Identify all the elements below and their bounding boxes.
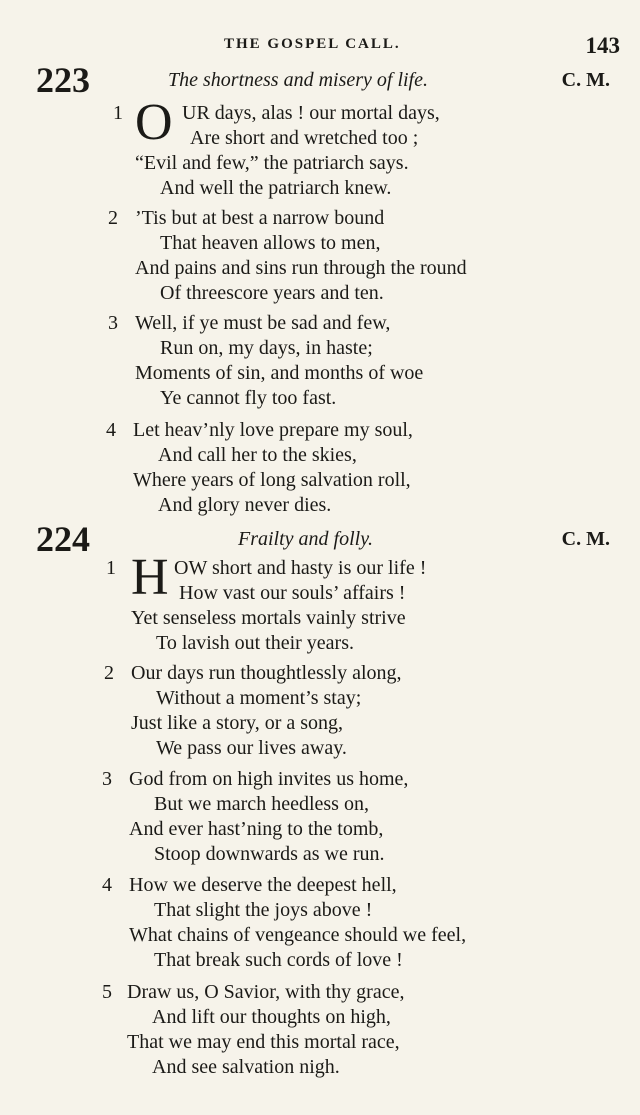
- verse-line: UR days, alas ! our mortal days,: [182, 102, 440, 124]
- hymn-number: 223: [36, 60, 90, 100]
- verse-line: Just like a story, or a song,: [131, 712, 344, 734]
- page-number: 143: [585, 33, 620, 58]
- verse-number: 2: [104, 662, 114, 684]
- verse-line: Are short and wretched too ;: [190, 127, 419, 149]
- verse-line: And glory never dies.: [158, 494, 332, 516]
- verse-line: Let heav’nly love prepare my soul,: [133, 419, 413, 441]
- verse-line: And lift our thoughts on high,: [152, 1006, 391, 1028]
- verse-line: And pains and sins run through the round: [135, 257, 467, 279]
- hymn-header: [0, 62, 640, 98]
- verse-line: Where years of long salvation roll,: [133, 469, 411, 491]
- verse-line: That slight the joys above !: [154, 899, 373, 921]
- verse-line: Run on, my days, in haste;: [160, 337, 373, 359]
- drop-cap: H: [131, 549, 169, 606]
- verse-line: Moments of sin, and months of woe: [135, 362, 424, 384]
- verse-line: Well, if ye must be sad and few,: [135, 312, 391, 334]
- verse-number: 2: [108, 207, 118, 229]
- verse-line: ’Tis but at best a narrow bound: [135, 207, 385, 229]
- verse-line: That heaven allows to men,: [160, 232, 381, 254]
- verse-line: Yet senseless mortals vainly strive: [131, 607, 406, 629]
- verse-line: We pass our lives away.: [156, 737, 347, 759]
- verse-number: 1: [106, 557, 116, 579]
- verse-line: God from on high invites us home,: [129, 768, 409, 790]
- hymn-meter: C. M.: [561, 69, 610, 91]
- hymn-title: The shortness and misery of life.: [168, 69, 428, 91]
- running-head: [0, 33, 640, 60]
- verse-line: “Evil and few,” the patriarch says.: [135, 152, 409, 174]
- running-title: THE GOSPEL CALL.: [224, 36, 401, 52]
- verse-line: And see salvation nigh.: [152, 1056, 340, 1078]
- verse-line: How vast our souls’ affairs !: [179, 582, 406, 604]
- verse-number: 4: [106, 419, 116, 441]
- verse-line: And well the patriarch knew.: [160, 177, 392, 199]
- verse-line: Stoop downwards as we run.: [154, 843, 385, 865]
- hymn-header: [0, 521, 640, 557]
- drop-cap: O: [135, 94, 173, 151]
- verse-line: And call her to the skies,: [158, 444, 357, 466]
- verse-line: That break such cords of love !: [154, 949, 403, 971]
- verse-line: OW short and hasty is our life !: [174, 557, 427, 579]
- verse-line: Our days run thoughtlessly along,: [131, 662, 402, 684]
- verse-line: What chains of vengeance should we feel,: [129, 924, 467, 946]
- verse-number: 3: [108, 312, 118, 334]
- verse-line: Without a moment’s stay;: [156, 687, 362, 709]
- verse-number: 5: [102, 981, 112, 1003]
- hymn-meter: C. M.: [561, 528, 610, 550]
- verse-line: But we march heedless on,: [154, 793, 369, 815]
- verse-number: 4: [102, 874, 112, 896]
- verse-line: Draw us, O Savior, with thy grace,: [127, 981, 405, 1003]
- verse-number: 3: [102, 768, 112, 790]
- verse-line: That we may end this mortal race,: [127, 1031, 400, 1053]
- verse-line: To lavish out their years.: [156, 632, 354, 654]
- verse-number: 1: [113, 102, 123, 124]
- verse-line: And ever hast’ning to the tomb,: [129, 818, 384, 840]
- verse-line: How we deserve the deepest hell,: [129, 874, 397, 896]
- hymn-title: Frailty and folly.: [238, 528, 373, 550]
- verse-line: Of threescore years and ten.: [160, 282, 384, 304]
- verse-line: Ye cannot fly too fast.: [160, 387, 337, 409]
- hymn-number: 224: [36, 519, 90, 559]
